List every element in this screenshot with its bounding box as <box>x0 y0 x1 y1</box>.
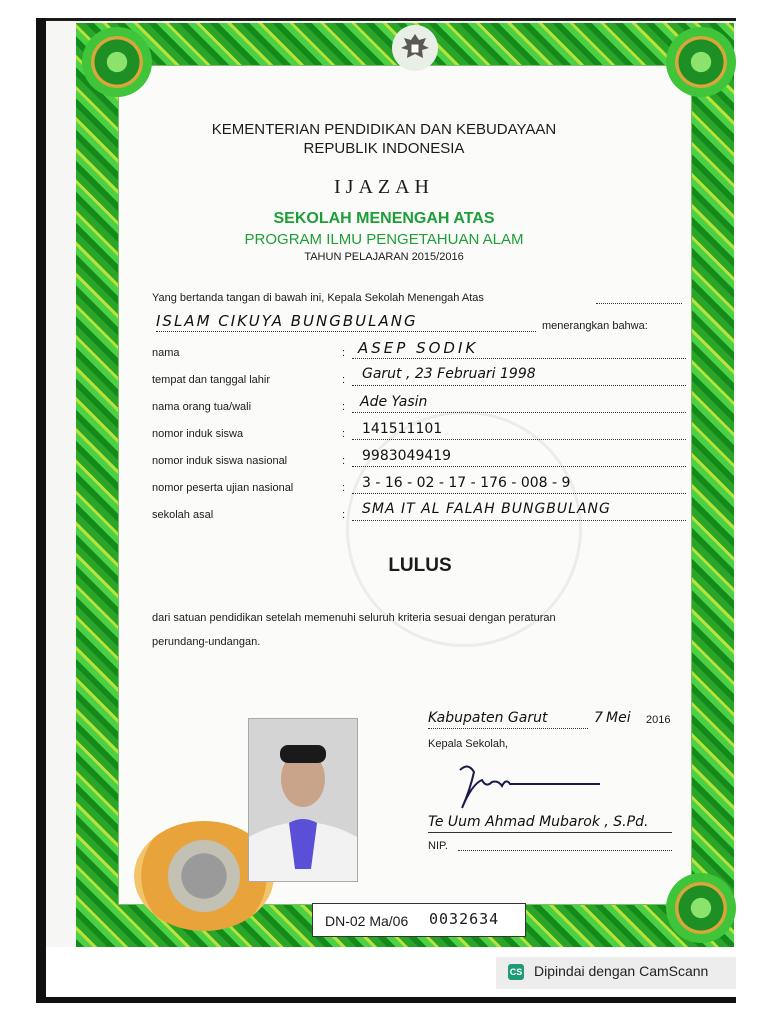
intro-statement: Yang bertanda tangan di bawah ini, Kepala Sekolah Menengah Atas <box>152 292 484 304</box>
field-colon: : <box>342 509 346 521</box>
signature-place: Kabupaten Garut <box>428 710 548 726</box>
serial-number: 0032634 <box>429 910 500 928</box>
closing-line-2: perundang-undangan. <box>152 636 261 648</box>
signature-year: 2016 <box>646 714 671 726</box>
field-colon: : <box>342 428 346 440</box>
field-label-nisn: nomor induk siswa nasional <box>152 455 288 467</box>
field-dots <box>352 385 686 386</box>
ministry-line-2: REPUBLIK INDONESIA <box>303 140 465 157</box>
nip-dots <box>458 850 672 851</box>
scan-bottom-edge <box>36 997 736 1003</box>
signature-role: Kepala Sekolah, <box>428 738 509 750</box>
result-label: LULUS <box>388 555 452 576</box>
field-value-parent: Ade Yasin <box>360 394 428 410</box>
nip-label: NIP. <box>428 840 448 852</box>
field-dots <box>352 466 686 467</box>
field-dots <box>352 493 686 494</box>
field-value-exam-number: 3 - 16 - 02 - 17 - 176 - 008 - 9 <box>362 475 571 491</box>
handwritten-signature <box>440 760 610 820</box>
corner-ornament-top-right <box>666 27 736 97</box>
student-photo <box>248 718 358 882</box>
serial-number-box <box>312 903 526 937</box>
field-value-nama: ASEP SODIK <box>358 339 479 357</box>
closing-line-1: dari satuan pendidikan setelah memenuhi seluruh kriteria sesuai dengan peraturan <box>152 612 556 624</box>
school-name-dots <box>156 331 536 332</box>
study-program: PROGRAM ILMU PENGETAHUAN ALAM <box>244 231 524 248</box>
field-label-nis: nomor induk siswa <box>152 428 244 440</box>
signature-day: 7 <box>594 710 603 726</box>
field-colon: : <box>342 482 346 494</box>
field-label-exam-number: nomor peserta ujian nasional <box>152 482 294 494</box>
camscanner-text: Dipindai dengan CamScann <box>534 963 709 979</box>
field-value-nisn: 9983049419 <box>362 448 452 464</box>
field-label-origin-school: sekolah asal <box>152 509 214 521</box>
field-colon: : <box>342 401 346 413</box>
field-dots <box>352 412 686 413</box>
field-label-birth: tempat dan tanggal lahir <box>152 374 271 386</box>
field-value-birth: Garut , 23 Februari 1998 <box>362 366 536 382</box>
field-dots <box>352 439 686 440</box>
field-value-origin-school: SMA IT AL FALAH BUNGBULANG <box>362 501 611 517</box>
signer-name: Te Uum Ahmad Mubarok , S.Pd. <box>428 814 649 830</box>
school-type: SEKOLAH MENENGAH ATAS <box>273 210 495 227</box>
document-title: IJAZAH <box>334 176 434 198</box>
signature-month: Mei <box>606 710 631 726</box>
school-name: ISLAM CIKUYA BUNGBULANG <box>156 312 418 330</box>
field-dots <box>352 520 686 521</box>
corner-ornament-bottom-right <box>666 873 736 943</box>
garuda-emblem-icon <box>392 25 438 71</box>
corner-ornament-top-left <box>82 27 152 97</box>
declares-text: menerangkan bahwa: <box>542 320 648 332</box>
place-dots <box>428 728 588 729</box>
serial-code: DN-02 Ma/06 <box>325 913 409 929</box>
field-colon: : <box>342 455 346 467</box>
field-label-parent: nama orang tua/wali <box>152 401 252 413</box>
scan-left-edge <box>36 18 46 1003</box>
signer-underline <box>428 832 672 833</box>
camscanner-watermark <box>496 957 736 989</box>
intro-dots <box>596 303 682 304</box>
academic-year: TAHUN PELAJARAN 2015/2016 <box>304 251 464 263</box>
camscanner-icon: CS <box>508 964 524 980</box>
field-value-nis: 141511101 <box>362 421 443 437</box>
ministry-line-1: KEMENTERIAN PENDIDIKAN DAN KEBUDAYAAN <box>211 121 557 138</box>
field-dots <box>352 358 686 359</box>
field-label-nama: nama <box>152 347 180 359</box>
field-colon: : <box>342 374 346 386</box>
field-colon: : <box>342 347 346 359</box>
